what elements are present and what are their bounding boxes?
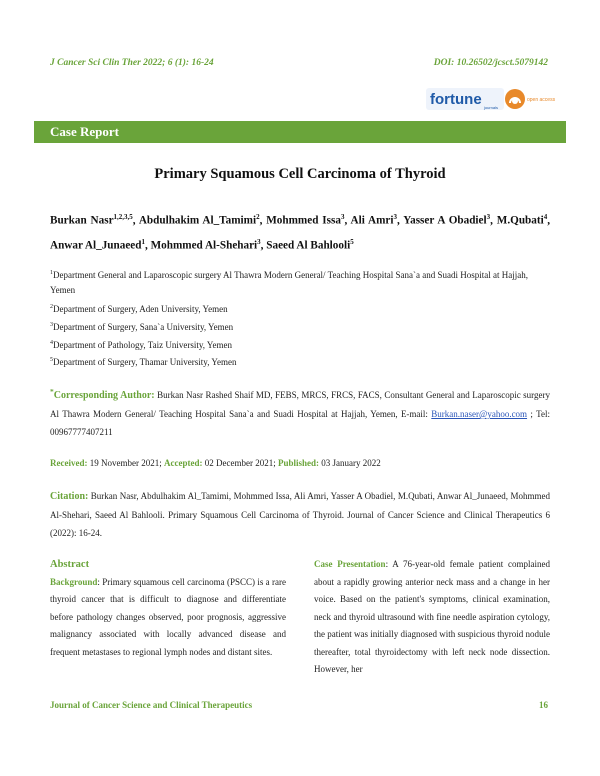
corresponding-author-label: Corresponding Author: (53, 390, 155, 401)
author-name: Mohmmed Issa (266, 214, 341, 227)
author-name: Anwar Al_Junaeed (50, 239, 142, 252)
article-title: Primary Squamous Cell Carcinoma of Thyroid (154, 166, 446, 182)
author-affiliation-sup: 2 (256, 213, 260, 221)
affiliation-2: $^2$Department of Surgery, Aden University, Yemen (50, 304, 228, 314)
abstract-column (50, 556, 286, 661)
author-email-link[interactable]: Burkan.naser@yahoo.com (431, 409, 528, 419)
affiliation-3: $^3$Department of Surgery, Sana`a University, Yemen (50, 322, 234, 332)
article-dates: Received: 19 November 2021; Accepted: 02 December 2021; Published: 03 January 2022 (50, 458, 381, 468)
author-affiliation-sup: 3 (257, 237, 261, 246)
footer-journal-name: Journal of Cancer Science and Clinical Therapeutics (50, 700, 253, 710)
logo-subtitle: journals (484, 105, 499, 110)
doi-header[interactable]: DOI: 10.26502/jcsct.5079142 (433, 58, 548, 68)
publisher-logo (426, 86, 556, 112)
open-access-label: open access (527, 97, 556, 103)
author-affiliation-sup: 3 (486, 213, 491, 221)
citation-block: Citation: Burkan Nasr, Abdulhakim Al_Tamimi, Mohmmed Issa, Ali Amri, Yasser A Obadiel, M.Qubati, Anwar Al_Junaeed, Mohmmed Al-Shehari, Saeed Al Bahlooli. Primary Squamous Cell Carcinoma of Thyroid. Journal of Cancer Science and Clinical Therapeutics 6 (2022): 16-24. (50, 491, 550, 538)
author-affiliation-sup: 3 (393, 213, 398, 221)
affiliation-5: $^5$Department of Surgery, Thamar University, Yemen (50, 357, 237, 367)
author-name: Abdulhakim Al_Tamimi (138, 214, 257, 227)
case-presentation-column: Case Presentation: A 76-year-old female patient complained about a rapidly growing anterior neck mass and a change in her voice. Based on the patient's symptoms, clinical examination, neck and thyroid ultrasound with fine needle aspiration cytology, the patient was initially diagnosed with suspicious thyroid nodule thereafter, total thyroidectomy with left neck node dissection. However, her (314, 559, 550, 674)
author-name: M.Qubati (496, 214, 544, 227)
page-number: 16 (539, 700, 548, 710)
open-access-lock-dot-icon (512, 98, 518, 104)
article-type-banner: Case Report (34, 121, 566, 143)
abstract-background: Background: Primary squamous cell carcinoma (PSCC) is a rare thyroid cancer that is difficult to diagnose and differentiate before pathology changes observed, poor prognosis, aggressive malignancy associated with locally advanced disease and frequent metastases to regional lymph nodes and distant sites. (50, 576, 286, 657)
author-name: Ali Amri (350, 214, 394, 227)
author-affiliation-sup: 5 (350, 237, 354, 246)
author-affiliation-sup: 1 (141, 237, 145, 246)
author-name: Burkan Nasr (50, 214, 114, 227)
author-name: Mohmmed Al-Shehari (150, 239, 258, 252)
journal-citation-header: J Cancer Sci Clin Ther 2022; 6 (1): 16-24 (50, 58, 214, 68)
logo-wordmark: fortune (430, 91, 482, 108)
affiliation-4: $^4$Department of Pathology, Taiz University, Yemen (50, 340, 233, 350)
author-affiliation-sup: 1,2,3,5 (113, 213, 133, 221)
author-list: Burkan Nasr$^{1,2,3,5}$, Abdulhakim Al_Tamimi$^2$, Mohmmed Issa$^3$, Ali Amri$^3$, Yasser A Obadiel$^3$, M.Qubati$^4$, Anwar Al_Junaeed$^1$, Mohmmed Al-Shehari$^3$, Saeed Al Bahlooli$^5$ (50, 213, 551, 252)
author-affiliation-sup: 3 (340, 213, 345, 221)
author-affiliation-sup: 4 (543, 213, 548, 221)
author-name: Yasser A Obadiel (403, 214, 487, 227)
abstract-heading: Abstract (50, 559, 90, 570)
author-name: Saeed Al Bahlooli (266, 239, 351, 252)
corresponding-author: *Corresponding Author: Burkan Nasr Rashed Shaif MD, FEBS, MRCS, FRCS, FACS, Consultant General and Laparoscopic surgery Al Thawra Modern General/ Teaching Hospital Sana`a and Suadi Hospital at Hajjah, Yemen, E-mail: Burkan.naser@yahoo.com ; Tel: 00967777407211 (50, 387, 551, 437)
affiliation-1: $^1$Department General and Laparoscopic surgery Al Thawra Modern General/ Teaching Hospital Sana`a and Suadi Hospital at Hajjah, Yemen (50, 270, 528, 295)
